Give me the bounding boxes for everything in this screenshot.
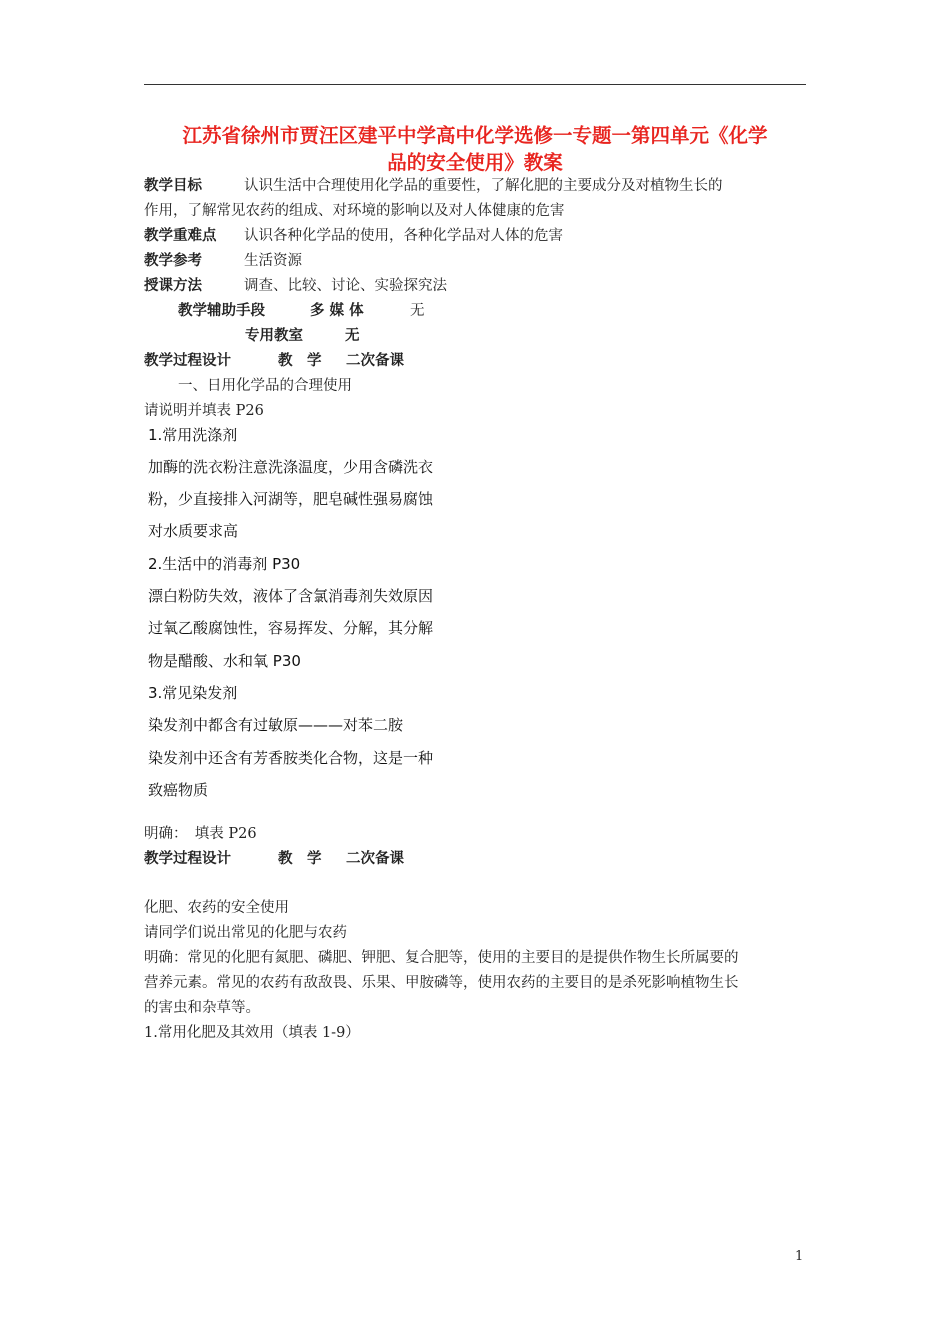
notes-line: 致癌物质: [148, 781, 209, 799]
process-col-teaching: 教 学: [278, 851, 322, 867]
method-row: [144, 276, 447, 296]
clarify-paragraph-line: 的害虫和杂草等。: [144, 1000, 260, 1016]
process-header: [144, 351, 404, 371]
process-label: 教学过程设计: [144, 353, 231, 369]
room-label: 专用教室: [245, 328, 303, 344]
ref-text: 生活资源: [244, 253, 302, 269]
notes-line: 3.常见染发剂: [148, 684, 238, 702]
method-label: 授课方法: [144, 278, 202, 294]
room-row: [245, 326, 360, 346]
clarify-paragraph-line: 明确：常见的化肥有氮肥、磷肥、钾肥、复合肥等，使用的主要目的是提供作物生长所属要的: [144, 950, 739, 966]
goal-row: [144, 176, 723, 196]
clarify-paragraph-line: 营养元素。常见的农药有敌敌畏、乐果、甲胺磷等，使用农药的主要目的是杀死影响植物生长: [144, 975, 739, 991]
aid-label: 教学辅助手段: [178, 303, 265, 319]
ref-label: 教学参考: [144, 253, 202, 269]
notes-line: 漂白粉防失效，液体了含氯消毒剂失效原因: [148, 587, 434, 605]
goal-text-cont: 作用，了解常见农药的组成、对环境的影响以及对人体健康的危害: [144, 203, 565, 219]
key-label: 教学重难点: [144, 228, 217, 244]
instruction-text: 请说明并填表 P26: [144, 403, 264, 419]
process-col-prep: 二次备课: [346, 353, 404, 369]
process-label: 教学过程设计: [144, 851, 231, 867]
key-row: [144, 226, 563, 246]
notes-line: 染发剂中都含有过敏原———对苯二胺: [148, 716, 404, 734]
notes-line: 物是醋酸、水和氧 P30: [148, 652, 301, 670]
instruction-text-2: 请同学们说出常见的化肥与农药: [144, 925, 347, 941]
document-title: 江苏省徐州市贾汪区建平中学高中化学选修一专题一第四单元《化学 品的安全使用》教案: [182, 124, 768, 174]
aid-row: [178, 301, 425, 321]
notes-line: 1.常用洗涤剂: [148, 426, 238, 444]
section-heading: 一、日用化学品的合理使用: [178, 378, 352, 394]
notes-line: 加酶的洗衣粉注意洗涤温度，少用含磷洗衣: [148, 458, 434, 476]
method-text: 调查、比较、讨论、实验探究法: [244, 278, 447, 294]
aid-media-value: 无: [410, 303, 425, 319]
notes-line: 染发剂中还含有芳香胺类化合物，这是一种: [148, 749, 434, 767]
room-value: 无: [345, 328, 360, 344]
notes-line: 过氧乙酸腐蚀性，容易挥发、分解，其分解: [148, 619, 434, 637]
notes-line: 2.生活中的消毒剂 P30: [148, 555, 301, 573]
goal-label: 教学目标: [144, 178, 202, 194]
process-col-teaching: 教 学: [278, 353, 322, 369]
notes-line: 对水质要求高: [148, 522, 239, 540]
key-text: 认识各种化学品的使用，各种化学品对人体的危害: [244, 228, 563, 244]
process-header-2: [144, 849, 404, 869]
page-number: 1: [795, 1249, 804, 1264]
list-item: 1.常用化肥及其效用（填表 1-9）: [144, 1025, 360, 1041]
goal-text: 认识生活中合理使用化学品的重要性，了解化肥的主要成分及对植物生长的: [244, 178, 723, 194]
ref-row: [144, 251, 302, 271]
process-col-prep: 二次备课: [346, 851, 404, 867]
header-rule: [144, 84, 806, 85]
notes-line: 粉，少直接排入河湖等，肥皂碱性强易腐蚀: [148, 490, 434, 508]
clarify-text: 明确： 填表 P26: [144, 826, 257, 842]
section-heading-2: 化肥、农药的安全使用: [144, 900, 289, 916]
aid-media: 多 媒 体: [310, 303, 364, 319]
